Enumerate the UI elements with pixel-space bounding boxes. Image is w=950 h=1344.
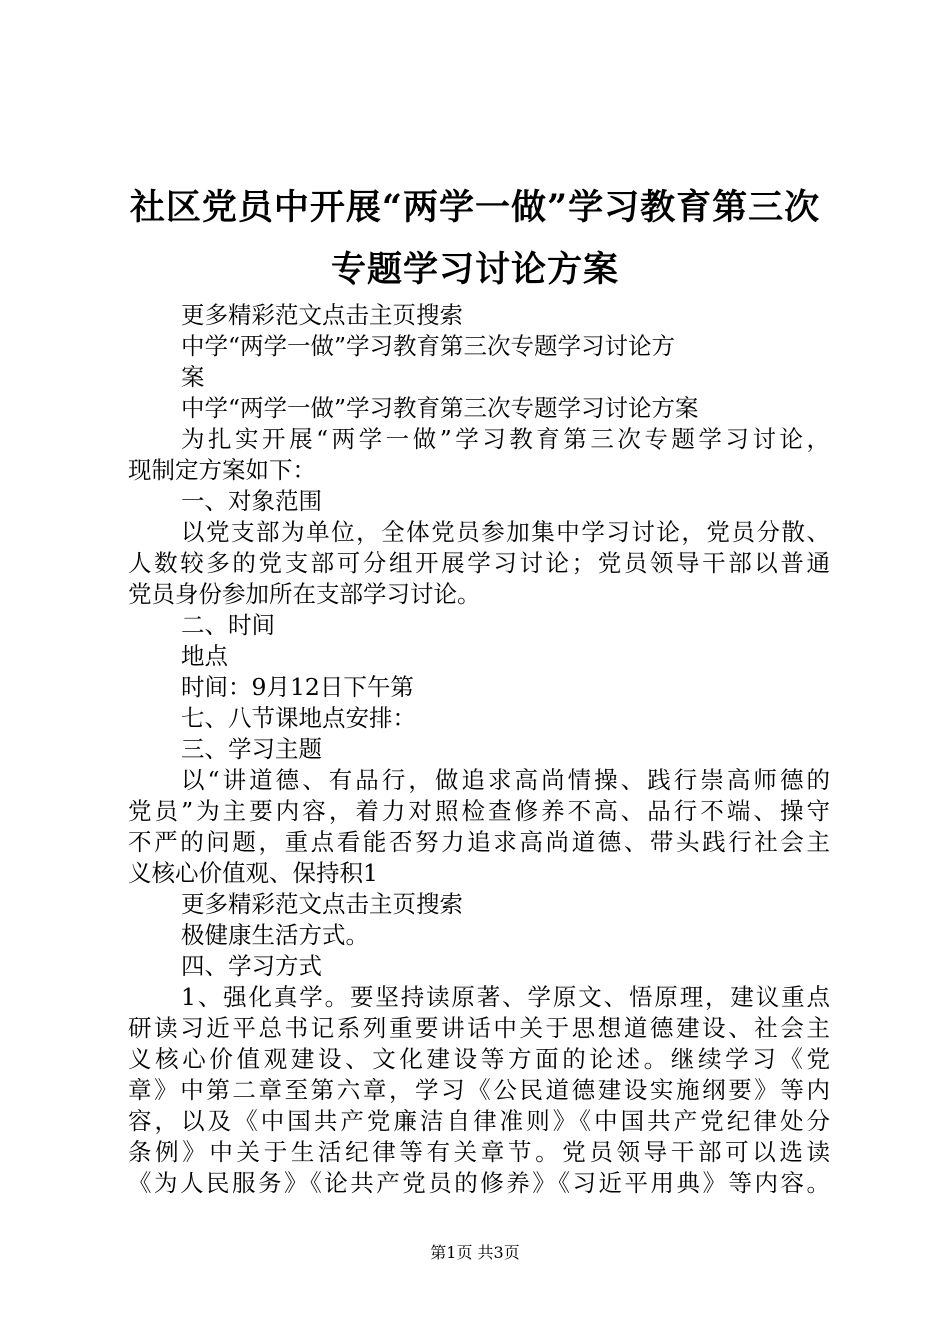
text-line: 时间：9月12日下午第 (181, 673, 414, 701)
text-line: 条例》中关于生活纪律等有关章节。党员领导干部可以选读 (128, 1138, 830, 1166)
text-line: 更多精彩范文点击主页搜索 (181, 890, 463, 918)
text-line: 党员”为主要内容，着力对照检查修养不高、品行不端、操守 (128, 797, 830, 825)
text-line: 现制定方案如下： (128, 456, 316, 484)
text-line: 七、八节课地点安排： (181, 704, 416, 732)
text-line: 不严的问题，重点看能否努力追求高尚道德、带头践行社会主 (128, 828, 830, 856)
text-line: 义核心价值观建设、文化建设等方面的论述。继续学习《党 (128, 1045, 830, 1073)
text-line: 以党支部为单位，全体党员参加集中学习讨论，党员分散、 (181, 518, 830, 546)
text-line: 地点 (181, 642, 228, 670)
text-line: 以“讲道德、有品行，做追求高尚情操、践行崇高师德的 (181, 766, 830, 794)
document-title-line-1: 社区党员中开展“两学一做”学习教育第三次 (129, 187, 821, 228)
section-heading: 一、对象范围 (181, 487, 322, 515)
text-line: 更多精彩范文点击主页搜索 (181, 301, 463, 329)
document-body (128, 300, 838, 1199)
text-line: 极健康生活方式。 (181, 921, 369, 949)
text-line: 党员身份参加所在支部学习讨论。 (128, 580, 481, 608)
text-line: 中学“两学一做”学习教育第三次专题学习讨论方案 (181, 394, 699, 422)
text-line: 1、强化真学。要坚持读原著、学原文、悟原理，建议重点 (181, 983, 830, 1011)
text-line: 研读习近平总书记系列重要讲话中关于思想道德建设、社会主 (128, 1014, 830, 1042)
text-line: 为扎实开展“两学一做”学习教育第三次专题学习讨论， (181, 425, 830, 453)
text-line: 章》中第二章至第六章，学习《公民道德建设实施纲要》等内 (128, 1076, 830, 1104)
section-heading: 三、学习主题 (181, 735, 322, 763)
text-line: 案 (181, 363, 205, 391)
text-line: 中学“两学一做”学习教育第三次专题学习讨论方 (181, 332, 676, 360)
section-heading: 二、时间 (181, 611, 275, 639)
text-line: 人数较多的党支部可分组开展学习讨论；党员领导干部以普通 (128, 549, 830, 577)
text-line: 《为人民服务》《论共产党员的修养》《习近平用典》等内容。 (128, 1169, 830, 1197)
section-heading: 四、学习方式 (181, 952, 322, 980)
text-line: 容，以及《中国共产党廉洁自律准则》《中国共产党纪律处分 (128, 1107, 830, 1135)
page-footer: 第1页 共3页 (430, 1243, 520, 1262)
text-line: 义核心价值观、保持积1 (128, 859, 378, 887)
document-title-line-2: 专题学习讨论方案 (330, 249, 619, 290)
